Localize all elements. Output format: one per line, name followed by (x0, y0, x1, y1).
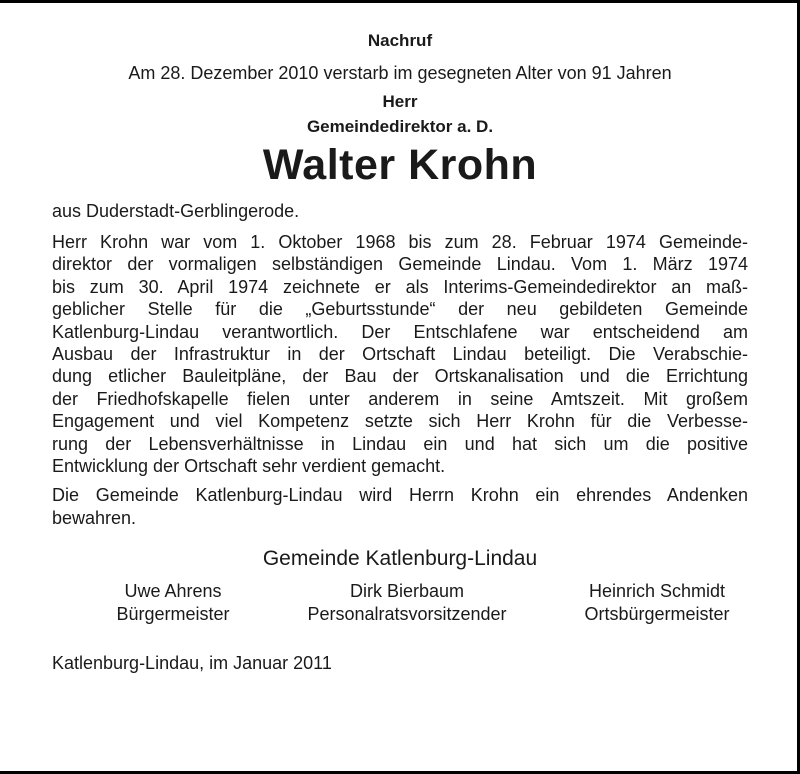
salutation: Herr (382, 92, 418, 111)
signer-role: Ortsbürgermeister (584, 603, 730, 624)
body-line: Herr Krohn war vom 1. Oktober 1968 bis zum 28. Februar 1974 Gemeinde- (52, 232, 748, 252)
signer-staff-council (288, 580, 526, 625)
body-line: dung etlicher Bauleitpläne, der Bau der Ortskanalisation und die Errichtung (52, 366, 748, 387)
signer-name: Dirk Bierbaum (349, 581, 465, 602)
deceased-role: Gemeindedirektor a. D. (306, 117, 494, 136)
signers-row (52, 580, 748, 632)
body-line: geblicher Stelle für die „Geburtsstunde“ der neu gebildeten Gemeinde (52, 299, 748, 320)
body-line: rung der Lebensverhältnisse in Lindau ein und hat sich um die positive (52, 433, 748, 454)
organization-name: Gemeinde Katlenburg-Lindau (262, 547, 538, 571)
signer-role: Bürgermeister (116, 603, 230, 624)
body-line: Engagement und viel Kompetenz setzte sich Herr Krohn für die Verbesse- (52, 411, 748, 432)
signer-local-mayor (566, 580, 748, 625)
intro-line: Am 28. Dezember 2010 verstarb im gesegneten Alter von 91 Jahren (128, 63, 672, 83)
deceased-name: Walter Krohn (262, 141, 538, 189)
signer-name: Uwe Ahrens (124, 581, 222, 602)
obituary-notice (52, 30, 748, 674)
body-line: der Friedhofskapelle fielen unter anderem in seine Amtszeit. Mit großem (52, 388, 748, 409)
body-line: direktor der vormaligen selbständigen Gemeinde Lindau. Vom 1. März 1974 (52, 254, 748, 275)
closing-line: bewahren. (52, 507, 137, 528)
body-line: Katlenburg-Lindau verantwortlich. Der Entschlafene war entscheidend am (52, 321, 748, 342)
place-date-line: Katlenburg-Lindau, im Januar 2011 (52, 653, 332, 674)
body-line: Ausbau der Infrastruktur in der Ortschaft Lindau beteiligt. Die Verabschie- (52, 344, 748, 365)
body-line: bis zum 30. April 1974 zeichnete er als Interims-Gemeindedirektor an maß- (52, 276, 748, 297)
origin-line: aus Duderstadt-Gerblingerode. (52, 201, 300, 221)
closing-line: Die Gemeinde Katlenburg-Lindau wird Herrn Krohn ein ehrendes Andenken (52, 485, 748, 506)
signer-mayor (98, 580, 248, 625)
signer-name: Heinrich Schmidt (588, 581, 726, 602)
closing-paragraph (52, 484, 748, 529)
notice-heading: Nachruf (367, 31, 433, 50)
body-paragraph (52, 231, 748, 477)
body-line: Entwicklung der Ortschaft sehr verdient gemacht. (52, 456, 446, 477)
signer-role: Personalratsvorsitzender (307, 603, 507, 624)
frame-border-top (0, 0, 800, 3)
